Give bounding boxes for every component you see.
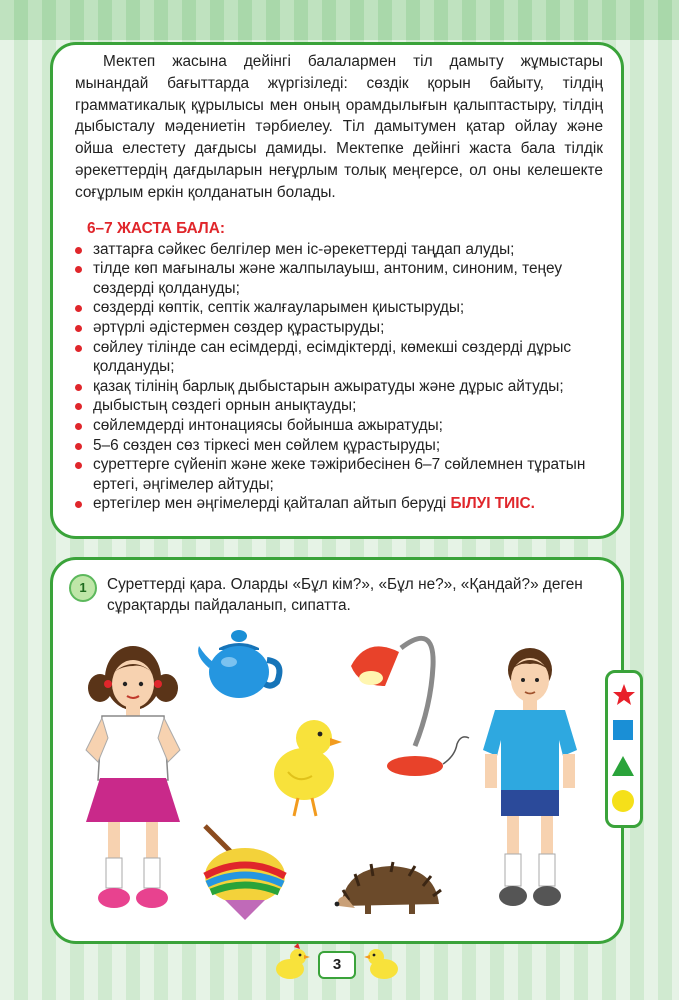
skills-list xyxy=(75,240,603,514)
skill-item: суреттерге сүйеніп және жеке тәжірибесінен 6–7 сөйлемнен тұратын ертегі, әңгімелер айтуды; xyxy=(75,455,603,494)
must-know-label: БІЛУІ ТИІС. xyxy=(450,495,535,513)
girl-illustration xyxy=(68,640,198,920)
bullet-icon xyxy=(75,305,82,312)
chick-illustration xyxy=(268,712,348,820)
star-icon xyxy=(612,683,636,707)
triangle-icon xyxy=(612,756,634,776)
circle-icon xyxy=(612,790,634,812)
square-icon xyxy=(613,720,633,740)
skill-item: қазақ тілінің барлық дыбыстарын ажыратуды және дұрыс айтуды; xyxy=(75,377,603,397)
hedgehog-illustration xyxy=(335,860,445,918)
age-heading: 6–7 ЖАСТА БАЛА: xyxy=(87,219,225,237)
bullet-icon xyxy=(75,345,82,352)
bullet-icon xyxy=(75,325,82,332)
page-number: 3 xyxy=(318,951,356,979)
skill-item: сөйлемдерді интонациясы бойынша ажыратуды; xyxy=(75,416,603,436)
bullet-icon xyxy=(75,266,82,273)
teapot-illustration xyxy=(195,626,285,702)
top-stripe-band xyxy=(0,0,679,40)
boy-illustration xyxy=(475,640,585,920)
skill-item: әртүрлі әдістермен сөздер құрастыруды; xyxy=(75,318,603,338)
bullet-icon xyxy=(75,247,82,254)
task-instruction: Суреттерді қара. Оларды «Бұл кім?», «Бұл не?», «Қандай?» деген сұрақтарды пайдаланып, сипатта. xyxy=(107,576,583,614)
chick-right-icon xyxy=(362,945,402,981)
intro-paragraph: Мектеп жасына дейінгі балалармен тіл дамыту жұмыстары мынандай бағыттарда жүргізіледі: сөздік қорын байыту, тілдің грамматикалық құрылысы мен оның орамдылығын қалыптастыру, тілдің дыбысталу мәдениетін тәрбиелеу. Тіл дамытумен қатар ойлау және ойша елестету дағдысы дамиды. Мектепке дейінгі жаста бала тілдік әрекеттердің дағдыларын неғұрлым толық меңгерсе, ол оны келешекте соғұрлым еркін қолданатын болады. xyxy=(75,53,603,201)
skill-item: тілде көп мағыналы және жалпылауыш, антоним, синоним, теңеу сөздерді қолдануды; xyxy=(75,259,603,298)
bullet-icon xyxy=(75,384,82,391)
skill-item: 5–6 сөзден сөз тіркесі мен сөйлем құрастыруды; xyxy=(75,436,603,456)
spinning-top-illustration xyxy=(195,824,295,924)
skill-item: сөздерді көптік, септік жалғауларымен қиыстыруды; xyxy=(75,298,603,318)
lamp-illustration xyxy=(345,626,475,786)
task-number-badge: 1 xyxy=(69,574,97,602)
bullet-icon xyxy=(75,462,82,469)
skill-item: сөйлеу тілінде сан есімдерді, есімдіктерді, көмекші сөздерді дұрыс қолдануды; xyxy=(75,338,603,377)
bullet-icon xyxy=(75,423,82,430)
bullet-icon xyxy=(75,403,82,410)
skill-item: заттарға сәйкес белгілер мен іс-әрекеттерді таңдап алуды; xyxy=(75,240,603,260)
bullet-icon xyxy=(75,443,82,450)
skill-item-last: ертегілер мен әңгімелерді қайталап айтып беруді БІЛУІ ТИІС. xyxy=(75,494,603,514)
info-card xyxy=(50,42,624,539)
chick-left-icon xyxy=(272,945,312,981)
skill-item: дыбыстың сөздегі орнын анықтауды; xyxy=(75,396,603,416)
bullet-icon xyxy=(75,501,82,508)
